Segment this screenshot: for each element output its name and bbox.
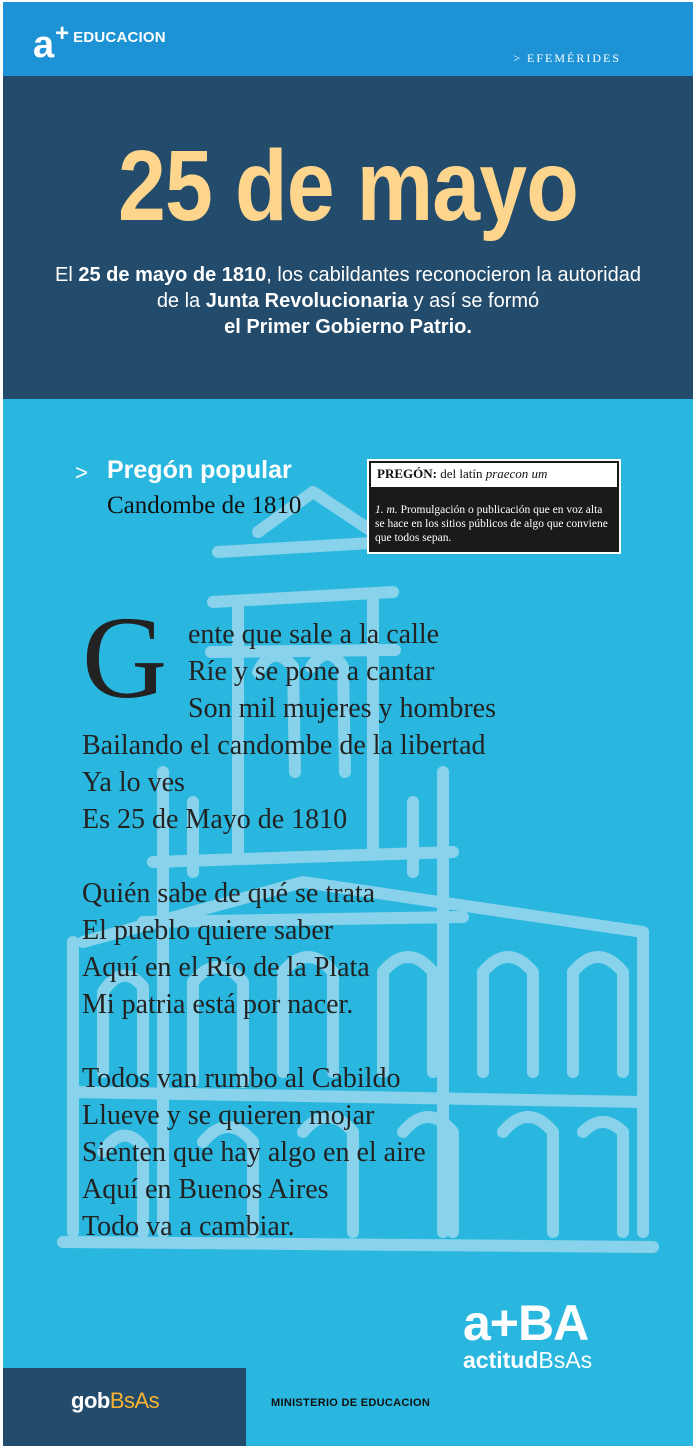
subtitle-text: , los cabildantes reconocieron la autoridad de la (156, 264, 641, 312)
origin-word: praecon um (485, 466, 548, 481)
poem-line: ente que sale a la calle (188, 619, 440, 650)
page-subtitle (43, 262, 653, 340)
subtitle-text: y así se formó (408, 290, 540, 312)
gob-bsas-logo (71, 1388, 159, 1414)
definition-box (367, 459, 621, 554)
poem-line: Llueve y se quieren mojar (82, 1100, 375, 1131)
educacion-logo (33, 20, 166, 66)
ministry-label: MINISTERIO DE EDUCACION (271, 1397, 431, 1409)
poem-line: El pueblo quiere saber (82, 915, 334, 946)
aba-logo-tagline (463, 1348, 592, 1372)
poem-line: Son mil mujeres y hombres (188, 693, 496, 724)
gob-text: gob (71, 1388, 110, 1413)
term: PREGÓN: (377, 466, 437, 481)
page (3, 2, 693, 1446)
poem-line: Ya lo ves (82, 767, 185, 798)
definition-sense: 1. m. (375, 504, 398, 516)
subtitle-gobierno: el Primer Gobierno Patrio. (224, 316, 472, 338)
definition-text (375, 503, 613, 545)
footer-gob-block (3, 1368, 246, 1446)
brand-name: EDUCACION (73, 29, 166, 46)
poem-line: Todos van rumbo al Cabildo (82, 1063, 401, 1094)
definition-body: Promulgación o publicación que en voz alta se hace en los sitios públicos de algo que conviene que todos sepan. (375, 504, 608, 544)
drop-cap: G (82, 592, 168, 723)
poem-line: Todo va a cambiar. (82, 1211, 295, 1242)
top-bar (3, 2, 693, 76)
poem-line: Sienten que hay algo en el aire (82, 1137, 426, 1168)
page-title: 25 de mayo (118, 130, 578, 242)
header (3, 76, 693, 399)
subtitle-junta: Junta Revolucionaria (205, 290, 409, 312)
tagline-rest: BsAs (538, 1347, 593, 1373)
brand-plus: + (55, 20, 70, 47)
tagline-bold: actitud (463, 1347, 539, 1373)
origin-text: del latín (436, 466, 486, 481)
stanza-gap (82, 838, 682, 875)
poem-line: Aquí en el Río de la Plata (82, 952, 370, 983)
poem-line: Ríe y se pone a cantar (188, 656, 435, 687)
aba-logo-mark: a+BA (463, 1295, 589, 1351)
poem-line: Es 25 de Mayo de 1810 (82, 804, 348, 835)
definition-term (369, 461, 619, 489)
brand-mark: a (33, 24, 55, 66)
stanza-gap (82, 1023, 682, 1060)
section-tag: > EFEMÉRIDES (513, 51, 621, 65)
pregon-title: Pregón popular (107, 456, 292, 484)
poem-line: Quién sabe de qué se trata (82, 878, 376, 909)
subtitle-date: 25 de mayo de 1810 (78, 264, 267, 286)
subtitle-text: El (55, 264, 79, 286)
aba-logo (463, 1295, 593, 1373)
poem-line: Bailando el candombe de la libertad (82, 730, 486, 761)
poem (82, 592, 682, 1245)
poem-line: Mi patria está por nacer. (82, 989, 354, 1020)
poem-line: Aquí en Buenos Aires (82, 1174, 329, 1205)
pregon-subtitle: Candombe de 1810 (107, 492, 302, 519)
gob-bsas-text: BsAs (109, 1388, 160, 1413)
chevron-right-icon: > (75, 460, 88, 485)
